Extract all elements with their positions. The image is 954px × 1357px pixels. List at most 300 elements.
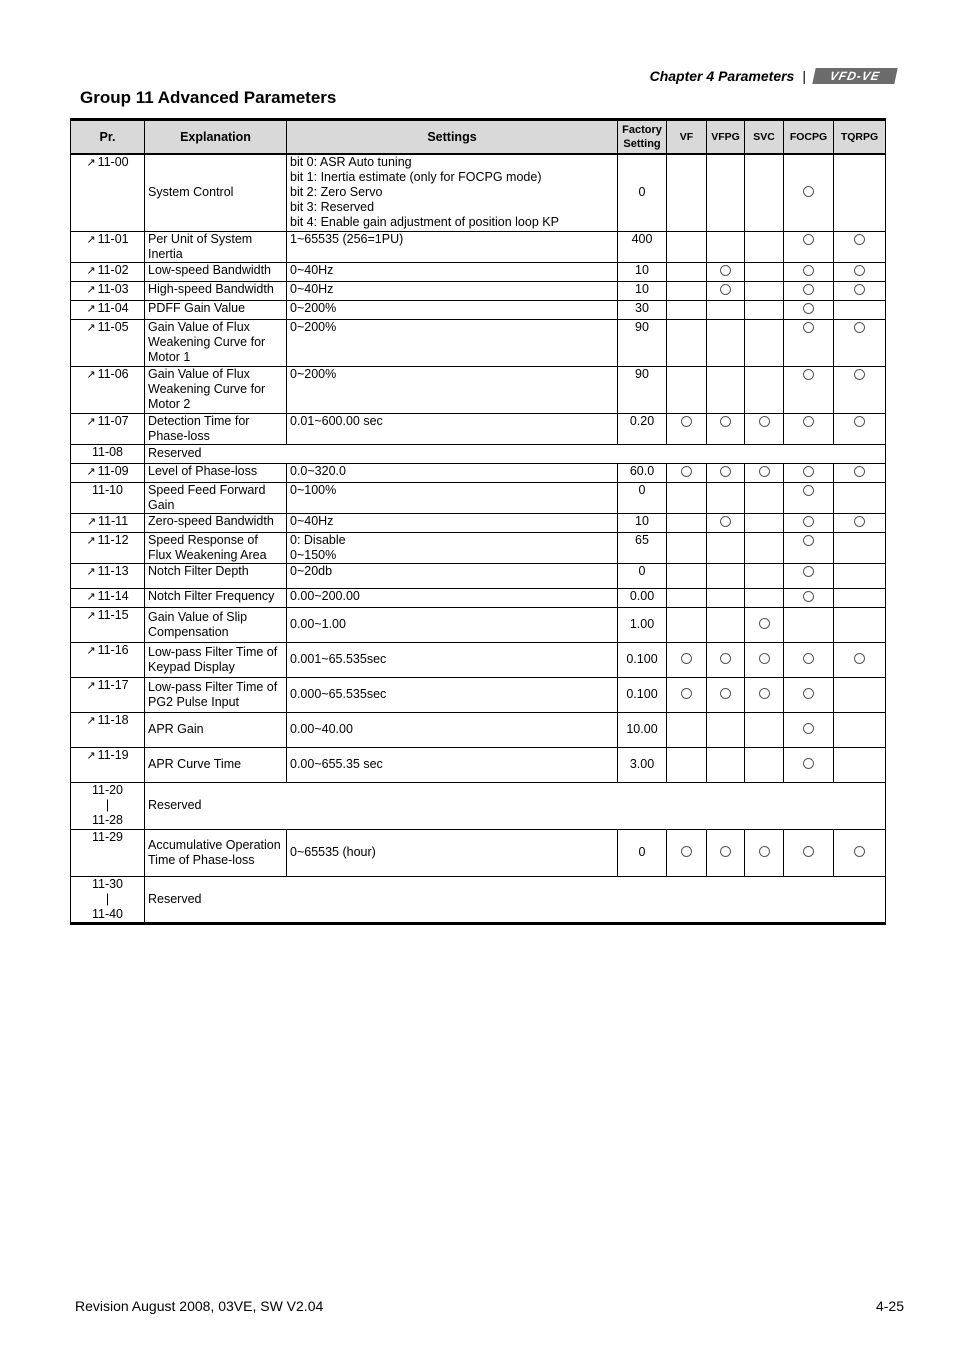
parameter-number: 11-29 — [91, 829, 124, 844]
table-row — [71, 262, 886, 281]
supported-mode-circle-icon — [803, 369, 814, 380]
cell-settings: 0.01~600.00 sec — [287, 413, 618, 444]
cell-mode-tqrpg — [834, 563, 886, 588]
col-header-focpg: FOCPG — [784, 120, 834, 155]
table-row — [71, 677, 886, 712]
cell-settings: 0~200% — [287, 300, 618, 319]
cell-explanation: Reserved — [145, 782, 886, 829]
header-separator: | — [802, 68, 806, 84]
cell-mode-vf — [667, 482, 707, 513]
supported-mode-circle-icon — [803, 466, 814, 477]
cell-explanation: Low-pass Filter Time of PG2 Pulse Input — [145, 677, 287, 712]
cell-parameter-number — [71, 482, 145, 513]
cell-settings: 0~200% — [287, 366, 618, 413]
cell-mode-vf — [667, 747, 707, 782]
cell-mode-focpg — [784, 829, 834, 876]
supported-mode-circle-icon — [720, 466, 731, 477]
supported-mode-circle-icon — [759, 653, 770, 664]
cell-mode-focpg — [784, 563, 834, 588]
cell-mode-focpg — [784, 154, 834, 231]
table-row — [71, 876, 886, 923]
cell-mode-tqrpg — [834, 281, 886, 300]
cell-factory-setting: 0.20 — [618, 413, 667, 444]
cell-parameter-number — [71, 563, 145, 588]
table-row — [71, 747, 886, 782]
cell-factory-setting: 0 — [618, 154, 667, 231]
supported-mode-circle-icon — [803, 303, 814, 314]
table-row — [71, 588, 886, 607]
table-row — [71, 154, 886, 231]
cell-mode-vfpg — [707, 154, 745, 231]
supported-mode-circle-icon — [759, 846, 770, 857]
cell-explanation: Low-speed Bandwidth — [145, 262, 287, 281]
supported-mode-circle-icon — [854, 416, 865, 427]
cell-factory-setting: 1.00 — [618, 607, 667, 642]
cell-settings: 0~40Hz — [287, 513, 618, 532]
cell-mode-vf — [667, 281, 707, 300]
cell-parameter-number — [71, 588, 145, 607]
editable-during-run-icon: ↗ — [86, 714, 96, 727]
cell-factory-setting: 0.100 — [618, 677, 667, 712]
cell-mode-focpg — [784, 231, 834, 262]
col-header-factory-setting: Factory Setting — [618, 120, 667, 155]
col-header-settings: Settings — [287, 120, 618, 155]
supported-mode-circle-icon — [854, 284, 865, 295]
cell-mode-tqrpg — [834, 413, 886, 444]
table-row — [71, 829, 886, 876]
cell-mode-focpg — [784, 532, 834, 563]
cell-mode-focpg — [784, 262, 834, 281]
cell-mode-tqrpg — [834, 154, 886, 231]
cell-mode-vf — [667, 366, 707, 413]
cell-explanation: Notch Filter Depth — [145, 563, 287, 588]
cell-mode-tqrpg — [834, 642, 886, 677]
cell-factory-setting: 60.0 — [618, 463, 667, 482]
editable-during-run-icon: ↗ — [86, 590, 96, 603]
editable-during-run-icon: ↗ — [86, 302, 96, 315]
cell-settings: 0.00~1.00 — [287, 607, 618, 642]
supported-mode-circle-icon — [759, 416, 770, 427]
table-row — [71, 513, 886, 532]
cell-parameter-number — [71, 154, 145, 231]
supported-mode-circle-icon — [803, 416, 814, 427]
supported-mode-circle-icon — [803, 723, 814, 734]
cell-mode-vf — [667, 588, 707, 607]
cell-mode-vf — [667, 463, 707, 482]
cell-parameter-number — [71, 413, 145, 444]
cell-mode-vfpg — [707, 642, 745, 677]
cell-mode-svc — [745, 300, 784, 319]
cell-explanation: Gain Value of Flux Weakening Curve for Motor 1 — [145, 319, 287, 366]
cell-parameter-number — [71, 782, 145, 829]
supported-mode-circle-icon — [854, 265, 865, 276]
cell-mode-focpg — [784, 463, 834, 482]
supported-mode-circle-icon — [803, 846, 814, 857]
supported-mode-circle-icon — [854, 653, 865, 664]
parameter-number: 11-15 — [97, 607, 129, 622]
parameter-number: 11-04 — [97, 300, 129, 315]
cell-factory-setting: 10 — [618, 513, 667, 532]
cell-mode-vf — [667, 642, 707, 677]
cell-mode-tqrpg — [834, 513, 886, 532]
supported-mode-circle-icon — [681, 688, 692, 699]
cell-settings: 0.0~320.0 — [287, 463, 618, 482]
cell-mode-focpg — [784, 482, 834, 513]
cell-explanation: Detection Time for Phase-loss — [145, 413, 287, 444]
table-row — [71, 712, 886, 747]
cell-explanation: PDFF Gain Value — [145, 300, 287, 319]
cell-mode-vfpg — [707, 532, 745, 563]
editable-during-run-icon: ↗ — [86, 534, 96, 547]
cell-mode-vfpg — [707, 281, 745, 300]
cell-explanation: Level of Phase-loss — [145, 463, 287, 482]
cell-factory-setting: 30 — [618, 300, 667, 319]
col-header-pr: Pr. — [71, 120, 145, 155]
cell-explanation: Speed Response of Flux Weakening Area — [145, 532, 287, 563]
cell-mode-tqrpg — [834, 482, 886, 513]
table-row — [71, 444, 886, 463]
cell-factory-setting: 0 — [618, 829, 667, 876]
cell-mode-svc — [745, 677, 784, 712]
cell-mode-vf — [667, 319, 707, 366]
supported-mode-circle-icon — [854, 846, 865, 857]
table-header-row — [71, 120, 886, 155]
cell-mode-vf — [667, 677, 707, 712]
cell-mode-focpg — [784, 712, 834, 747]
cell-mode-vf — [667, 231, 707, 262]
cell-explanation: Gain Value of Flux Weakening Curve for Motor 2 — [145, 366, 287, 413]
supported-mode-circle-icon — [681, 416, 692, 427]
cell-mode-vfpg — [707, 463, 745, 482]
parameter-number: 11-13 — [97, 563, 129, 578]
cell-parameter-number — [71, 444, 145, 463]
cell-parameter-number — [71, 876, 145, 923]
table-body — [71, 154, 886, 923]
cell-mode-svc — [745, 281, 784, 300]
cell-settings: 0~40Hz — [287, 281, 618, 300]
cell-explanation: Speed Feed Forward Gain — [145, 482, 287, 513]
table-row — [71, 300, 886, 319]
cell-mode-tqrpg — [834, 829, 886, 876]
parameter-number: 11-30 | 11-40 — [91, 876, 124, 921]
cell-parameter-number — [71, 281, 145, 300]
cell-mode-vf — [667, 513, 707, 532]
cell-mode-focpg — [784, 319, 834, 366]
editable-during-run-icon: ↗ — [86, 368, 96, 381]
parameter-number: 11-09 — [97, 463, 129, 478]
cell-mode-focpg — [784, 281, 834, 300]
editable-during-run-icon: ↗ — [86, 465, 96, 478]
parameter-number: 11-03 — [97, 281, 129, 296]
supported-mode-circle-icon — [803, 566, 814, 577]
editable-during-run-icon: ↗ — [86, 233, 96, 246]
supported-mode-circle-icon — [803, 284, 814, 295]
cell-mode-tqrpg — [834, 532, 886, 563]
parameter-number: 11-08 — [91, 444, 124, 459]
cell-mode-svc — [745, 262, 784, 281]
cell-mode-tqrpg — [834, 262, 886, 281]
cell-mode-tqrpg — [834, 300, 886, 319]
editable-during-run-icon: ↗ — [86, 644, 96, 657]
parameter-number: 11-14 — [97, 588, 129, 603]
cell-factory-setting: 0.100 — [618, 642, 667, 677]
cell-mode-focpg — [784, 677, 834, 712]
cell-parameter-number — [71, 262, 145, 281]
cell-mode-svc — [745, 366, 784, 413]
cell-mode-svc — [745, 513, 784, 532]
cell-parameter-number — [71, 463, 145, 482]
cell-explanation: Per Unit of System Inertia — [145, 231, 287, 262]
cell-settings: 0~65535 (hour) — [287, 829, 618, 876]
cell-mode-focpg — [784, 413, 834, 444]
supported-mode-circle-icon — [854, 322, 865, 333]
cell-factory-setting: 3.00 — [618, 747, 667, 782]
cell-mode-vfpg — [707, 366, 745, 413]
table-row — [71, 482, 886, 513]
supported-mode-circle-icon — [720, 653, 731, 664]
cell-mode-svc — [745, 532, 784, 563]
supported-mode-circle-icon — [759, 466, 770, 477]
footer-page-number: 4-25 — [875, 1298, 904, 1314]
supported-mode-circle-icon — [803, 653, 814, 664]
table-row — [71, 563, 886, 588]
parameter-number: 11-05 — [97, 319, 129, 334]
cell-mode-vfpg — [707, 319, 745, 366]
supported-mode-circle-icon — [803, 485, 814, 496]
cell-mode-vf — [667, 712, 707, 747]
cell-mode-svc — [745, 563, 784, 588]
cell-mode-focpg — [784, 300, 834, 319]
cell-settings: 0.00~655.35 sec — [287, 747, 618, 782]
cell-settings: 0~100% — [287, 482, 618, 513]
cell-mode-focpg — [784, 366, 834, 413]
editable-during-run-icon: ↗ — [86, 157, 96, 169]
cell-parameter-number — [71, 366, 145, 413]
table-row — [71, 642, 886, 677]
cell-parameter-number — [71, 532, 145, 563]
cell-mode-vf — [667, 532, 707, 563]
cell-explanation: Accumulative Operation Time of Phase-loss — [145, 829, 287, 876]
cell-parameter-number — [71, 231, 145, 262]
cell-settings: 0.001~65.535sec — [287, 642, 618, 677]
parameter-number: 11-16 — [97, 642, 129, 657]
cell-mode-svc — [745, 231, 784, 262]
cell-explanation: Zero-speed Bandwidth — [145, 513, 287, 532]
cell-mode-vfpg — [707, 231, 745, 262]
cell-mode-svc — [745, 829, 784, 876]
parameter-number: 11-18 — [97, 712, 129, 727]
cell-settings: bit 0: ASR Auto tuning bit 1: Inertia estimate (only for FOCPG mode) bit 2: Zero Servo bit 3: Reserved bit 4: Enable gain adjustment of position loop KP — [287, 154, 618, 231]
supported-mode-circle-icon — [681, 653, 692, 664]
parameter-number: 11-07 — [97, 413, 129, 428]
editable-during-run-icon: ↗ — [86, 264, 96, 277]
cell-factory-setting: 400 — [618, 231, 667, 262]
cell-mode-vfpg — [707, 300, 745, 319]
editable-during-run-icon: ↗ — [86, 321, 96, 334]
cell-mode-vfpg — [707, 747, 745, 782]
cell-settings: 0~20db — [287, 563, 618, 588]
cell-mode-svc — [745, 413, 784, 444]
cell-mode-vfpg — [707, 588, 745, 607]
parameter-number: 11-11 — [98, 513, 129, 528]
cell-factory-setting: 90 — [618, 319, 667, 366]
supported-mode-circle-icon — [803, 758, 814, 769]
parameter-number: 11-12 — [97, 532, 129, 547]
table-row — [71, 532, 886, 563]
editable-during-run-icon: ↗ — [86, 749, 96, 762]
cell-mode-vf — [667, 563, 707, 588]
cell-mode-vf — [667, 829, 707, 876]
cell-settings: 0.000~65.535sec — [287, 677, 618, 712]
supported-mode-circle-icon — [803, 688, 814, 699]
cell-parameter-number — [71, 300, 145, 319]
cell-factory-setting: 10.00 — [618, 712, 667, 747]
cell-settings: 0.00~200.00 — [287, 588, 618, 607]
cell-mode-tqrpg — [834, 747, 886, 782]
supported-mode-circle-icon — [720, 688, 731, 699]
cell-mode-tqrpg — [834, 463, 886, 482]
supported-mode-circle-icon — [854, 234, 865, 245]
chapter-title: Chapter 4 Parameters — [649, 68, 795, 84]
cell-mode-vf — [667, 607, 707, 642]
supported-mode-circle-icon — [803, 322, 814, 333]
cell-mode-svc — [745, 463, 784, 482]
cell-parameter-number — [71, 747, 145, 782]
supported-mode-circle-icon — [681, 846, 692, 857]
col-header-explanation: Explanation — [145, 120, 287, 155]
supported-mode-circle-icon — [854, 369, 865, 380]
cell-mode-focpg — [784, 747, 834, 782]
table-row — [71, 319, 886, 366]
table-row — [71, 463, 886, 482]
supported-mode-circle-icon — [681, 466, 692, 477]
table-row — [71, 607, 886, 642]
cell-factory-setting: 0.00 — [618, 588, 667, 607]
parameter-number: 11-02 — [97, 262, 129, 277]
table-row — [71, 281, 886, 300]
cell-factory-setting: 10 — [618, 262, 667, 281]
cell-settings: 0~40Hz — [287, 262, 618, 281]
supported-mode-circle-icon — [803, 234, 814, 245]
cell-settings: 0: Disable 0~150% — [287, 532, 618, 563]
supported-mode-circle-icon — [720, 284, 731, 295]
cell-mode-tqrpg — [834, 231, 886, 262]
cell-mode-vf — [667, 262, 707, 281]
table-row — [71, 413, 886, 444]
cell-mode-tqrpg — [834, 677, 886, 712]
editable-during-run-icon: ↗ — [86, 283, 96, 296]
cell-mode-vfpg — [707, 607, 745, 642]
cell-mode-svc — [745, 712, 784, 747]
parameter-number: 11-06 — [97, 366, 129, 381]
cell-explanation: System Control — [145, 154, 287, 231]
editable-during-run-icon: ↗ — [86, 515, 97, 528]
cell-parameter-number — [71, 642, 145, 677]
cell-mode-vf — [667, 154, 707, 231]
supported-mode-circle-icon — [720, 265, 731, 276]
supported-mode-circle-icon — [759, 688, 770, 699]
cell-mode-svc — [745, 588, 784, 607]
cell-explanation: High-speed Bandwidth — [145, 281, 287, 300]
cell-explanation: Low-pass Filter Time of Keypad Display — [145, 642, 287, 677]
cell-mode-vfpg — [707, 563, 745, 588]
supported-mode-circle-icon — [854, 466, 865, 477]
cell-parameter-number — [71, 829, 145, 876]
cell-mode-tqrpg — [834, 588, 886, 607]
cell-mode-focpg — [784, 588, 834, 607]
parameter-number: 11-20 | 11-28 — [91, 782, 124, 827]
cell-explanation: APR Curve Time — [145, 747, 287, 782]
cell-factory-setting: 65 — [618, 532, 667, 563]
table-row — [71, 782, 886, 829]
cell-mode-tqrpg — [834, 607, 886, 642]
col-header-vf: VF — [667, 120, 707, 155]
cell-mode-vfpg — [707, 513, 745, 532]
cell-mode-tqrpg — [834, 366, 886, 413]
cell-mode-vfpg — [707, 413, 745, 444]
supported-mode-circle-icon — [759, 618, 770, 629]
cell-settings: 0~200% — [287, 319, 618, 366]
supported-mode-circle-icon — [803, 186, 814, 197]
cell-settings: 0.00~40.00 — [287, 712, 618, 747]
parameter-number: 11-19 — [97, 747, 129, 762]
supported-mode-circle-icon — [803, 591, 814, 602]
cell-factory-setting: 90 — [618, 366, 667, 413]
cell-mode-vfpg — [707, 712, 745, 747]
cell-explanation: Notch Filter Frequency — [145, 588, 287, 607]
cell-mode-focpg — [784, 513, 834, 532]
editable-during-run-icon: ↗ — [86, 609, 96, 622]
col-header-tqrpg: TQRPG — [834, 120, 886, 155]
cell-mode-vf — [667, 413, 707, 444]
parameter-number: 11-00 — [97, 155, 129, 169]
cell-mode-svc — [745, 482, 784, 513]
cell-explanation: APR Gain — [145, 712, 287, 747]
parameter-number: 11-10 — [91, 482, 124, 497]
cell-factory-setting: 0 — [618, 482, 667, 513]
table-row — [71, 366, 886, 413]
cell-parameter-number — [71, 607, 145, 642]
cell-parameter-number — [71, 712, 145, 747]
editable-during-run-icon: ↗ — [86, 679, 96, 692]
cell-mode-svc — [745, 319, 784, 366]
editable-during-run-icon: ↗ — [86, 565, 96, 578]
cell-parameter-number — [71, 319, 145, 366]
cell-explanation: Gain Value of Slip Compensation — [145, 607, 287, 642]
cell-explanation: Reserved — [145, 876, 886, 923]
cell-mode-svc — [745, 607, 784, 642]
cell-mode-vfpg — [707, 482, 745, 513]
cell-settings: 1~65535 (256=1PU) — [287, 231, 618, 262]
cell-mode-vfpg — [707, 262, 745, 281]
table-row — [71, 231, 886, 262]
cell-mode-svc — [745, 154, 784, 231]
cell-mode-svc — [745, 642, 784, 677]
supported-mode-circle-icon — [720, 846, 731, 857]
cell-mode-vfpg — [707, 829, 745, 876]
cell-mode-vf — [667, 300, 707, 319]
cell-mode-focpg — [784, 642, 834, 677]
supported-mode-circle-icon — [803, 516, 814, 527]
supported-mode-circle-icon — [803, 535, 814, 546]
cell-mode-tqrpg — [834, 319, 886, 366]
page-header — [650, 68, 896, 84]
cell-explanation: Reserved — [145, 444, 886, 463]
section-title: Group 11 Advanced Parameters — [80, 88, 337, 107]
cell-mode-svc — [745, 747, 784, 782]
parameter-number: 11-17 — [97, 677, 129, 692]
cell-mode-vfpg — [707, 677, 745, 712]
